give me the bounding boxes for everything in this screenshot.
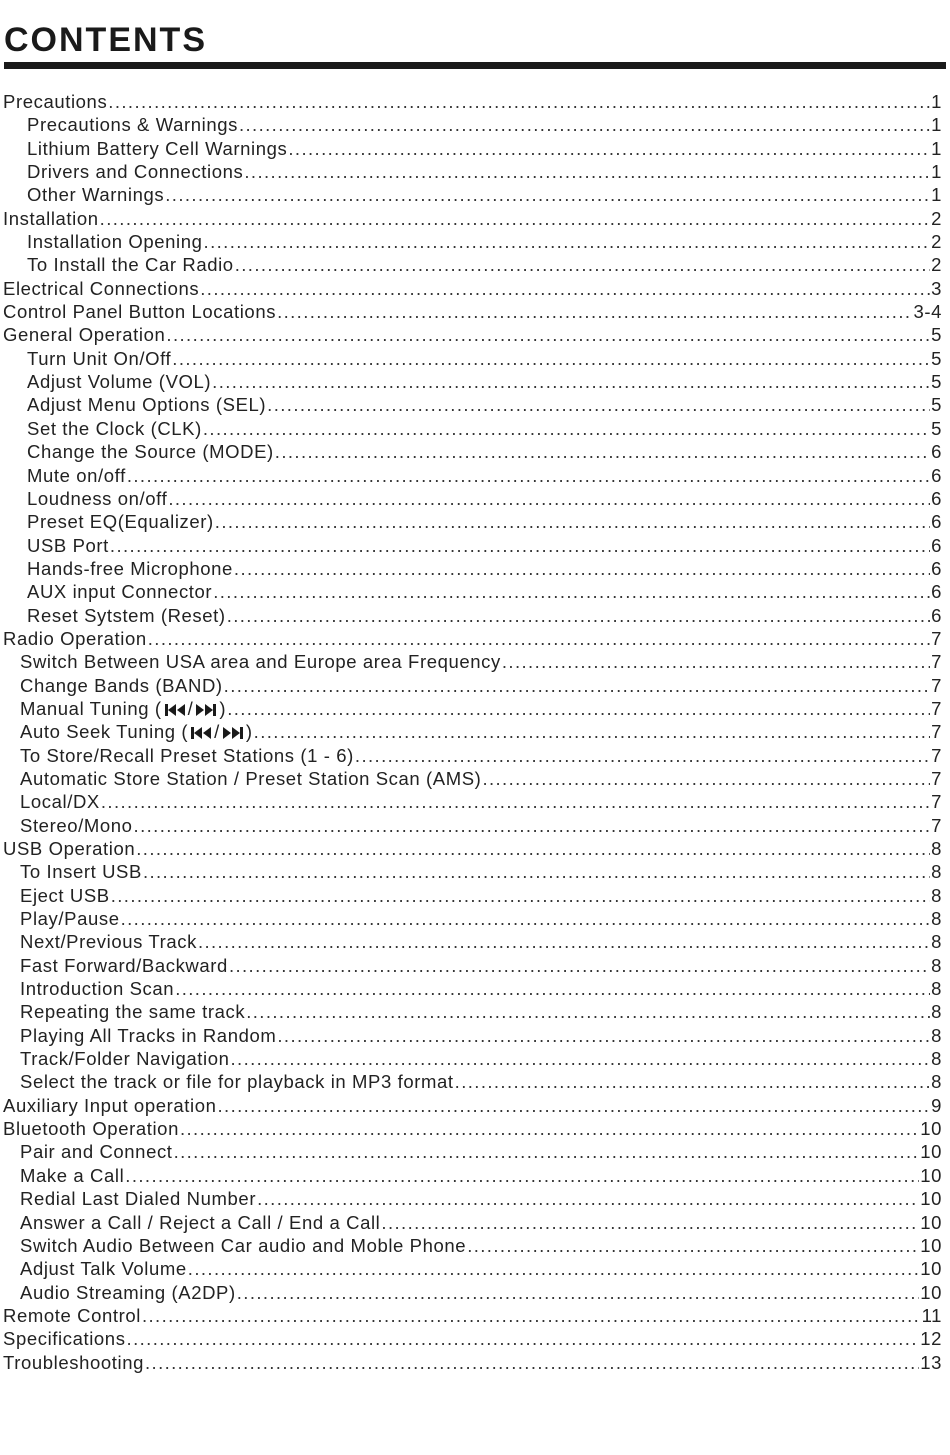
toc-entry[interactable]	[0, 954, 942, 977]
toc-entry-page-number: 10	[920, 1141, 942, 1163]
toc-entry-page-number: 6	[931, 487, 942, 509]
toc-entry-label	[3, 207, 99, 230]
toc-entry-page-number: 10	[920, 1281, 942, 1303]
toc-entry-page-number: 2	[931, 231, 942, 253]
toc-entry[interactable]	[0, 930, 942, 953]
toc-entry-label	[20, 1187, 256, 1210]
toc-entry-label	[20, 954, 228, 977]
toc-entry-text: Installation	[3, 207, 99, 229]
dot-leader	[267, 393, 930, 416]
toc-entry-text: Other Warnings	[27, 184, 165, 206]
toc-entry-text: To Install the Car Radio	[27, 254, 234, 276]
toc-entry[interactable]	[0, 790, 942, 813]
dot-leader	[145, 1351, 919, 1374]
dot-leader	[101, 790, 930, 813]
toc-entry-page-number: 8	[931, 1048, 942, 1070]
dot-leader	[127, 1327, 920, 1350]
dot-leader	[288, 137, 930, 160]
toc-entry-text: Pair and Connect	[20, 1141, 173, 1163]
toc-entry-text: Manual Tuning (	[20, 697, 162, 719]
toc-entry-text: Playing All Tracks in Random	[20, 1024, 277, 1046]
toc-entry-text: Set the Clock (CLK)	[27, 417, 202, 439]
dot-leader	[166, 323, 930, 346]
toc-entry-text: Bluetooth Operation	[3, 1118, 179, 1140]
dot-leader	[235, 253, 930, 276]
dot-leader	[174, 1140, 920, 1163]
toc-entry[interactable]	[0, 744, 942, 767]
dot-leader	[234, 557, 930, 580]
dot-leader	[275, 440, 930, 463]
toc-entry-text: Make a Call	[20, 1164, 125, 1186]
toc-entry-label	[20, 790, 100, 813]
toc-entry-label	[20, 650, 501, 673]
toc-entry-text: Adjust Talk Volume	[20, 1258, 187, 1280]
toc-entry-label	[20, 977, 174, 1000]
toc-entry-page-number: 7	[931, 721, 942, 743]
toc-entry[interactable]	[0, 207, 942, 230]
toc-entry-text: Next/Previous Track	[20, 931, 197, 953]
toc-entry-label	[3, 323, 165, 346]
toc-entry-text: General Operation	[3, 324, 166, 346]
dot-leader	[172, 347, 930, 370]
toc-entry[interactable]	[0, 160, 942, 183]
toc-entry-page-number: 8	[931, 1001, 942, 1023]
dot-leader	[175, 977, 930, 1000]
toc-entry-page-number: 7	[931, 651, 942, 673]
toc-entry[interactable]	[0, 417, 942, 440]
toc-entry-text: Change Bands (BAND)	[20, 674, 223, 696]
toc-entry-page-number: 8	[931, 1071, 942, 1093]
toc-entry-page-number: 6	[931, 464, 942, 486]
dot-leader	[355, 744, 930, 767]
toc-entry[interactable]	[0, 510, 942, 533]
toc-entry[interactable]	[0, 650, 942, 673]
toc-entry-text: Automatic Store Station / Preset Station Scan (AMS)	[20, 767, 482, 789]
toc-entry-text: Change the Source (MODE)	[27, 441, 274, 463]
dot-leader	[502, 650, 930, 673]
icon-separator: /	[187, 697, 194, 719]
dot-leader	[224, 674, 930, 697]
toc-entry-label	[20, 1047, 230, 1070]
dot-leader	[215, 510, 930, 533]
toc-entry-label	[27, 440, 274, 463]
toc-entry-text-end: )	[219, 697, 227, 719]
toc-entry-label	[27, 347, 171, 370]
toc-entry[interactable]	[0, 534, 942, 557]
toc-entry-text: Electrical Connections	[3, 277, 200, 299]
toc-entry[interactable]	[0, 464, 942, 487]
toc-entry-label	[20, 674, 223, 697]
dot-leader	[136, 837, 930, 860]
dot-leader	[257, 1187, 919, 1210]
toc-entry-text: Hands-free Microphone	[27, 557, 233, 579]
toc-entry[interactable]	[0, 1117, 942, 1140]
toc-entry-page-number: 10	[920, 1258, 942, 1280]
dot-leader	[200, 277, 930, 300]
toc-entry[interactable]	[0, 230, 942, 253]
toc-entry-text: Loudness on/off	[27, 487, 168, 509]
toc-entry-label	[27, 183, 164, 206]
toc-entry[interactable]	[0, 580, 942, 603]
toc-entry-page-number: 9	[931, 1094, 942, 1116]
toc-entry-text: Preset EQ(Equalizer)	[27, 511, 214, 533]
toc-entry-text: Redial Last Dialed Number	[20, 1188, 257, 1210]
toc-entry-text: Reset Sytstem (Reset)	[27, 604, 226, 626]
dot-leader	[111, 884, 930, 907]
toc-entry-page-number: 5	[931, 417, 942, 439]
toc-entry-text-end: )	[245, 721, 253, 743]
toc-entry[interactable]	[0, 977, 942, 1000]
dot-leader	[108, 90, 930, 113]
toc-entry-page-number: 1	[931, 91, 942, 112]
toc-entry-text: Auto Seek Tuning (	[20, 721, 189, 743]
toc-entry-page-number: 1	[931, 114, 942, 136]
toc-entry-text: Mute on/off	[27, 464, 126, 486]
toc-entry[interactable]	[0, 487, 942, 510]
dot-leader	[246, 1000, 930, 1023]
toc-entry-label	[20, 814, 133, 837]
skip-forward-icon	[222, 726, 244, 740]
toc-entry-page-number: 10	[920, 1118, 942, 1140]
toc-entry-label	[20, 697, 226, 720]
dot-leader	[277, 1024, 930, 1047]
toc-entry-text: Play/Pause	[20, 908, 120, 930]
toc-entry-text: Switch Audio Between Car audio and Moble Phone	[20, 1234, 467, 1256]
dot-leader	[217, 1094, 930, 1117]
toc-entry-page-number: 7	[931, 814, 942, 836]
toc-entry[interactable]	[0, 907, 942, 930]
toc-entry[interactable]	[0, 113, 942, 136]
toc-entry-text: Adjust Menu Options (SEL)	[27, 394, 267, 416]
toc-entry-text: Audio Streaming (A2DP)	[20, 1281, 236, 1303]
toc-entry-text: Radio Operation	[3, 627, 147, 649]
dot-leader	[203, 417, 930, 440]
toc-entry-text: Repeating the same track	[20, 1001, 246, 1023]
dot-leader	[204, 230, 931, 253]
toc-entry[interactable]	[0, 1094, 942, 1117]
toc-entry-label	[27, 557, 233, 580]
toc-entry[interactable]	[0, 674, 942, 697]
dot-leader	[254, 720, 930, 743]
toc-entry-label	[27, 253, 234, 276]
toc-entry-page-number: 7	[931, 627, 942, 649]
toc-entry-text: Eject USB	[20, 884, 110, 906]
skip-back-icon	[164, 703, 186, 717]
toc-entry-text: Precautions	[3, 91, 108, 112]
dot-leader	[227, 604, 930, 627]
toc-entry-page-number: 1	[931, 184, 942, 206]
icon-separator: /	[214, 721, 220, 743]
toc-entry-page-number: 13	[920, 1351, 942, 1373]
toc-entry-page-number: 8	[931, 978, 942, 1000]
toc-entry-label	[3, 1351, 144, 1374]
toc-entry[interactable]	[0, 1281, 942, 1304]
toc-entry-text: Stereo/Mono	[20, 814, 133, 836]
toc-entry-label	[20, 884, 110, 907]
toc-entry[interactable]	[0, 1327, 942, 1350]
table-of-contents	[0, 90, 942, 1374]
dot-leader	[198, 930, 930, 953]
toc-entry[interactable]	[0, 1024, 942, 1047]
toc-entry-page-number: 10	[920, 1211, 942, 1233]
dot-leader	[142, 1304, 921, 1327]
toc-entry[interactable]	[0, 393, 942, 416]
toc-entry-page-number: 6	[931, 557, 942, 579]
toc-entry-label	[20, 1024, 276, 1047]
skip-back-icon	[190, 726, 212, 740]
toc-entry-label	[20, 1140, 173, 1163]
toc-entry-label	[27, 487, 167, 510]
toc-entry-label	[27, 510, 214, 533]
toc-entry-page-number: 8	[931, 884, 942, 906]
dot-leader	[244, 160, 930, 183]
toc-entry[interactable]	[0, 370, 942, 393]
toc-entry-page-number: 7	[931, 791, 942, 813]
toc-entry-label	[3, 1117, 179, 1140]
dot-leader	[127, 464, 930, 487]
toc-entry-page-number: 7	[931, 744, 942, 766]
dot-leader	[110, 534, 930, 557]
toc-entry-text: Precautions & Warnings	[27, 114, 238, 136]
toc-entry[interactable]	[0, 767, 942, 790]
dot-leader	[148, 627, 930, 650]
toc-entry-label	[27, 393, 266, 416]
toc-entry-text: Switch Between USA area and Europe area Frequency	[20, 651, 501, 673]
dot-leader	[188, 1257, 919, 1280]
toc-entry-page-number: 8	[931, 861, 942, 883]
dot-leader	[237, 1281, 919, 1304]
toc-entry[interactable]	[0, 253, 942, 276]
dot-leader	[231, 1047, 931, 1070]
toc-entry-page-number: 8	[931, 954, 942, 976]
toc-entry[interactable]	[0, 627, 942, 650]
toc-entry-page-number: 8	[931, 931, 942, 953]
toc-entry[interactable]	[0, 604, 942, 627]
toc-entry-page-number: 8	[931, 1024, 942, 1046]
toc-entry[interactable]	[0, 837, 942, 860]
dot-leader	[239, 113, 930, 136]
toc-entry[interactable]	[0, 323, 942, 346]
toc-entry-text: Installation Opening	[27, 231, 203, 253]
toc-entry-page-number: 3-4	[913, 301, 942, 323]
toc-entry[interactable]	[0, 884, 942, 907]
toc-entry-page-number: 2	[931, 254, 942, 276]
toc-entry-text: Select the track or file for playback in MP3 format	[20, 1071, 454, 1093]
toc-entry[interactable]	[0, 1164, 942, 1187]
dot-leader	[467, 1234, 919, 1257]
toc-entry-label	[20, 1164, 124, 1187]
toc-entry-page-number: 6	[931, 511, 942, 533]
toc-entry-label	[20, 1000, 245, 1023]
toc-entry-label	[27, 580, 212, 603]
toc-entry-label	[27, 370, 211, 393]
toc-entry[interactable]	[0, 347, 942, 370]
toc-entry-text: Drivers and Connections	[27, 161, 244, 183]
toc-entry-page-number: 2	[931, 207, 942, 229]
toc-entry-text: AUX input Connector	[27, 581, 213, 603]
toc-entry-text: Control Panel Button Locations	[3, 301, 277, 323]
toc-entry-page-number: 11	[921, 1304, 942, 1326]
toc-entry[interactable]	[0, 1000, 942, 1023]
toc-entry-text: To Store/Recall Preset Stations (1 - 6)	[20, 744, 354, 766]
toc-entry-label	[3, 1094, 216, 1117]
dot-leader	[229, 954, 930, 977]
toc-entry-page-number: 1	[931, 161, 942, 183]
toc-entry-label	[27, 464, 126, 487]
toc-entry[interactable]	[0, 720, 942, 743]
toc-entry-label	[3, 1327, 126, 1350]
toc-entry-page-number: 6	[931, 441, 942, 463]
toc-entry-text: To Insert USB	[20, 861, 142, 883]
page-title: CONTENTS	[4, 21, 207, 59]
dot-leader	[165, 183, 930, 206]
toc-entry-label	[3, 277, 199, 300]
dot-leader	[277, 300, 912, 323]
toc-entry-label	[27, 417, 202, 440]
toc-entry-label	[27, 113, 238, 136]
toc-entry-label	[3, 627, 147, 650]
toc-entry[interactable]	[0, 1234, 942, 1257]
toc-entry-text: Lithium Battery Cell Warnings	[27, 137, 288, 159]
toc-entry[interactable]	[0, 1211, 942, 1234]
toc-entry-label	[3, 837, 135, 860]
toc-entry-page-number: 10	[920, 1164, 942, 1186]
toc-entry-label	[20, 744, 354, 767]
toc-entry-page-number: 12	[920, 1328, 942, 1350]
toc-entry[interactable]	[0, 90, 942, 113]
toc-entry-label	[27, 604, 226, 627]
toc-entry-text: USB Operation	[3, 838, 136, 859]
toc-entry-text: Fast Forward/Backward	[20, 954, 228, 976]
toc-entry[interactable]	[0, 183, 942, 206]
toc-entry-label	[3, 90, 107, 113]
toc-entry-page-number: 6	[931, 534, 942, 556]
dot-leader	[455, 1070, 930, 1093]
toc-entry-label	[20, 1211, 380, 1234]
toc-entry-page-number: 7	[931, 697, 942, 719]
toc-entry-page-number: 6	[931, 581, 942, 603]
toc-entry-page-number: 10	[920, 1188, 942, 1210]
toc-entry[interactable]	[0, 277, 942, 300]
toc-entry-label	[20, 1234, 466, 1257]
toc-entry-label	[20, 1257, 187, 1280]
title-rule	[4, 62, 946, 69]
toc-entry-text: Introduction Scan	[20, 978, 175, 1000]
toc-entry[interactable]	[0, 814, 942, 837]
toc-entry-page-number: 7	[931, 767, 942, 789]
dot-leader	[381, 1211, 919, 1234]
dot-leader	[213, 580, 930, 603]
toc-entry[interactable]	[0, 137, 942, 160]
toc-entry-label	[20, 767, 481, 790]
toc-entry-label	[3, 300, 276, 323]
toc-entry-text: Turn Unit On/Off	[27, 347, 172, 369]
toc-entry-label	[20, 1070, 454, 1093]
dot-leader	[143, 860, 930, 883]
toc-entry-label	[3, 1304, 141, 1327]
dot-leader	[121, 907, 931, 930]
toc-entry-label	[27, 230, 203, 253]
toc-entry[interactable]	[0, 1187, 942, 1210]
toc-entry-label	[20, 720, 253, 743]
toc-entry-page-number: 5	[931, 324, 942, 346]
toc-entry-label	[20, 907, 120, 930]
toc-entry[interactable]	[0, 440, 942, 463]
toc-entry[interactable]	[0, 1140, 942, 1163]
dot-leader	[180, 1117, 919, 1140]
dot-leader	[125, 1164, 919, 1187]
dot-leader	[212, 370, 930, 393]
toc-entry-text: Remote Control	[3, 1304, 141, 1326]
toc-entry-label	[27, 137, 287, 160]
toc-entry-page-number: 5	[931, 371, 942, 393]
toc-entry-page-number: 10	[920, 1234, 942, 1256]
dot-leader	[482, 767, 930, 790]
toc-entry-label	[27, 534, 109, 557]
toc-entry-page-number: 8	[931, 908, 942, 930]
toc-entry-text: Adjust Volume (VOL)	[27, 371, 212, 393]
toc-entry-page-number: 7	[931, 674, 942, 696]
toc-entry-label	[20, 860, 142, 883]
toc-entry[interactable]	[0, 1351, 942, 1374]
toc-entry-text: Specifications	[3, 1328, 126, 1350]
toc-entry[interactable]	[0, 697, 942, 720]
toc-entry-text: Troubleshooting	[3, 1351, 144, 1373]
toc-entry[interactable]	[0, 1257, 942, 1280]
toc-entry[interactable]	[0, 300, 942, 323]
toc-entry-page-number: 6	[931, 604, 942, 626]
skip-forward-icon	[195, 703, 217, 717]
toc-entry[interactable]	[0, 860, 942, 883]
toc-entry-page-number: 5	[931, 394, 942, 416]
dot-leader	[227, 697, 930, 720]
toc-entry-page-number: 5	[931, 347, 942, 369]
toc-entry-text: USB Port	[27, 534, 109, 556]
toc-entry[interactable]	[0, 1304, 942, 1327]
toc-entry-text: Auxiliary Input operation	[3, 1094, 217, 1116]
toc-entry[interactable]	[0, 1047, 942, 1070]
toc-entry[interactable]	[0, 1070, 942, 1093]
toc-entry-text: Answer a Call / Reject a Call / End a Call	[20, 1211, 381, 1233]
dot-leader	[168, 487, 930, 510]
toc-entry-label	[20, 1281, 236, 1304]
toc-entry-text: Track/Folder Navigation	[20, 1048, 230, 1070]
toc-entry[interactable]	[0, 557, 942, 580]
dot-leader	[134, 814, 931, 837]
toc-entry-label	[27, 160, 243, 183]
dot-leader	[100, 207, 930, 230]
toc-entry-text: Local/DX	[20, 791, 100, 813]
toc-entry-label	[20, 930, 197, 953]
toc-entry-page-number: 8	[931, 838, 942, 859]
toc-entry-page-number: 1	[931, 137, 942, 159]
toc-entry-page-number: 3	[931, 277, 942, 299]
